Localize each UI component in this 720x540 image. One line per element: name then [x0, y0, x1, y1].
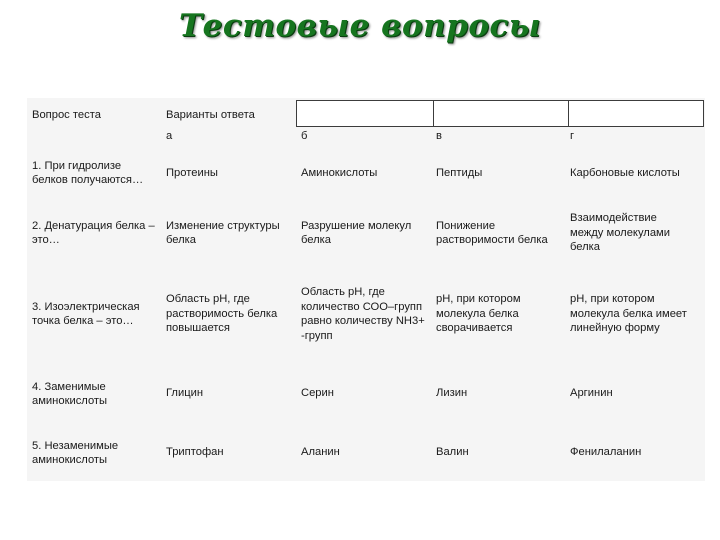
answer-4a: Глицин [166, 386, 204, 399]
question-3: 3. Изоэлектрическая точка белка – это… [32, 300, 140, 327]
empty-header-grid [296, 100, 704, 127]
answer-3d: рН, при котором молекула белка имеет линейную форму [570, 293, 687, 335]
answer-2d: Взаимодействие между молекулами белка [570, 212, 670, 254]
question-5: 5. Незаменимые аминокислоты [32, 439, 119, 466]
variant-b-header: б [301, 129, 308, 142]
answer-1d: Карбоновые кислоты [570, 166, 680, 179]
answer-5c: Валин [436, 445, 469, 458]
answer-4b: Серин [301, 386, 334, 399]
variants-column-header: Варианты ответа [166, 109, 255, 121]
grid-divider [433, 101, 434, 126]
answer-5a: Триптофан [166, 445, 224, 458]
answer-3a: Область рН, где растворимость белка повышается [166, 293, 278, 335]
answer-5d: Фенилаланин [570, 445, 642, 458]
question-1: 1. При гидролизе белков получаются… [32, 159, 144, 186]
question-4: 4. Заменимые аминокислоты [32, 380, 108, 407]
answer-1b: Аминокислоты [301, 166, 378, 179]
answer-4d: Аргинин [570, 386, 613, 399]
variant-d-header: г [570, 129, 575, 142]
answer-3b: Область рН, где количество СОО–групп равно количеству NH3+ -групп [301, 286, 425, 342]
variant-c-header: в [436, 129, 442, 142]
variant-a-header: а [166, 129, 173, 142]
answer-1c: Пептиды [436, 166, 483, 179]
answer-2b: Разрушение молекул белка [301, 219, 412, 246]
answer-4c: Лизин [436, 386, 468, 399]
answer-2a: Изменение структуры белка [166, 219, 280, 246]
answer-2c: Понижение растворимости белка [436, 219, 548, 246]
question-column-header: Вопрос теста [32, 109, 101, 121]
answer-3c: рН, при котором молекула белка сворачивается [436, 293, 521, 335]
grid-divider [568, 101, 569, 126]
answer-5b: Аланин [301, 445, 340, 458]
page-title: Тестовые вопросы [179, 8, 541, 44]
answer-1a: Протеины [166, 166, 218, 179]
question-2: 2. Денатурация белка – это… [32, 219, 155, 246]
